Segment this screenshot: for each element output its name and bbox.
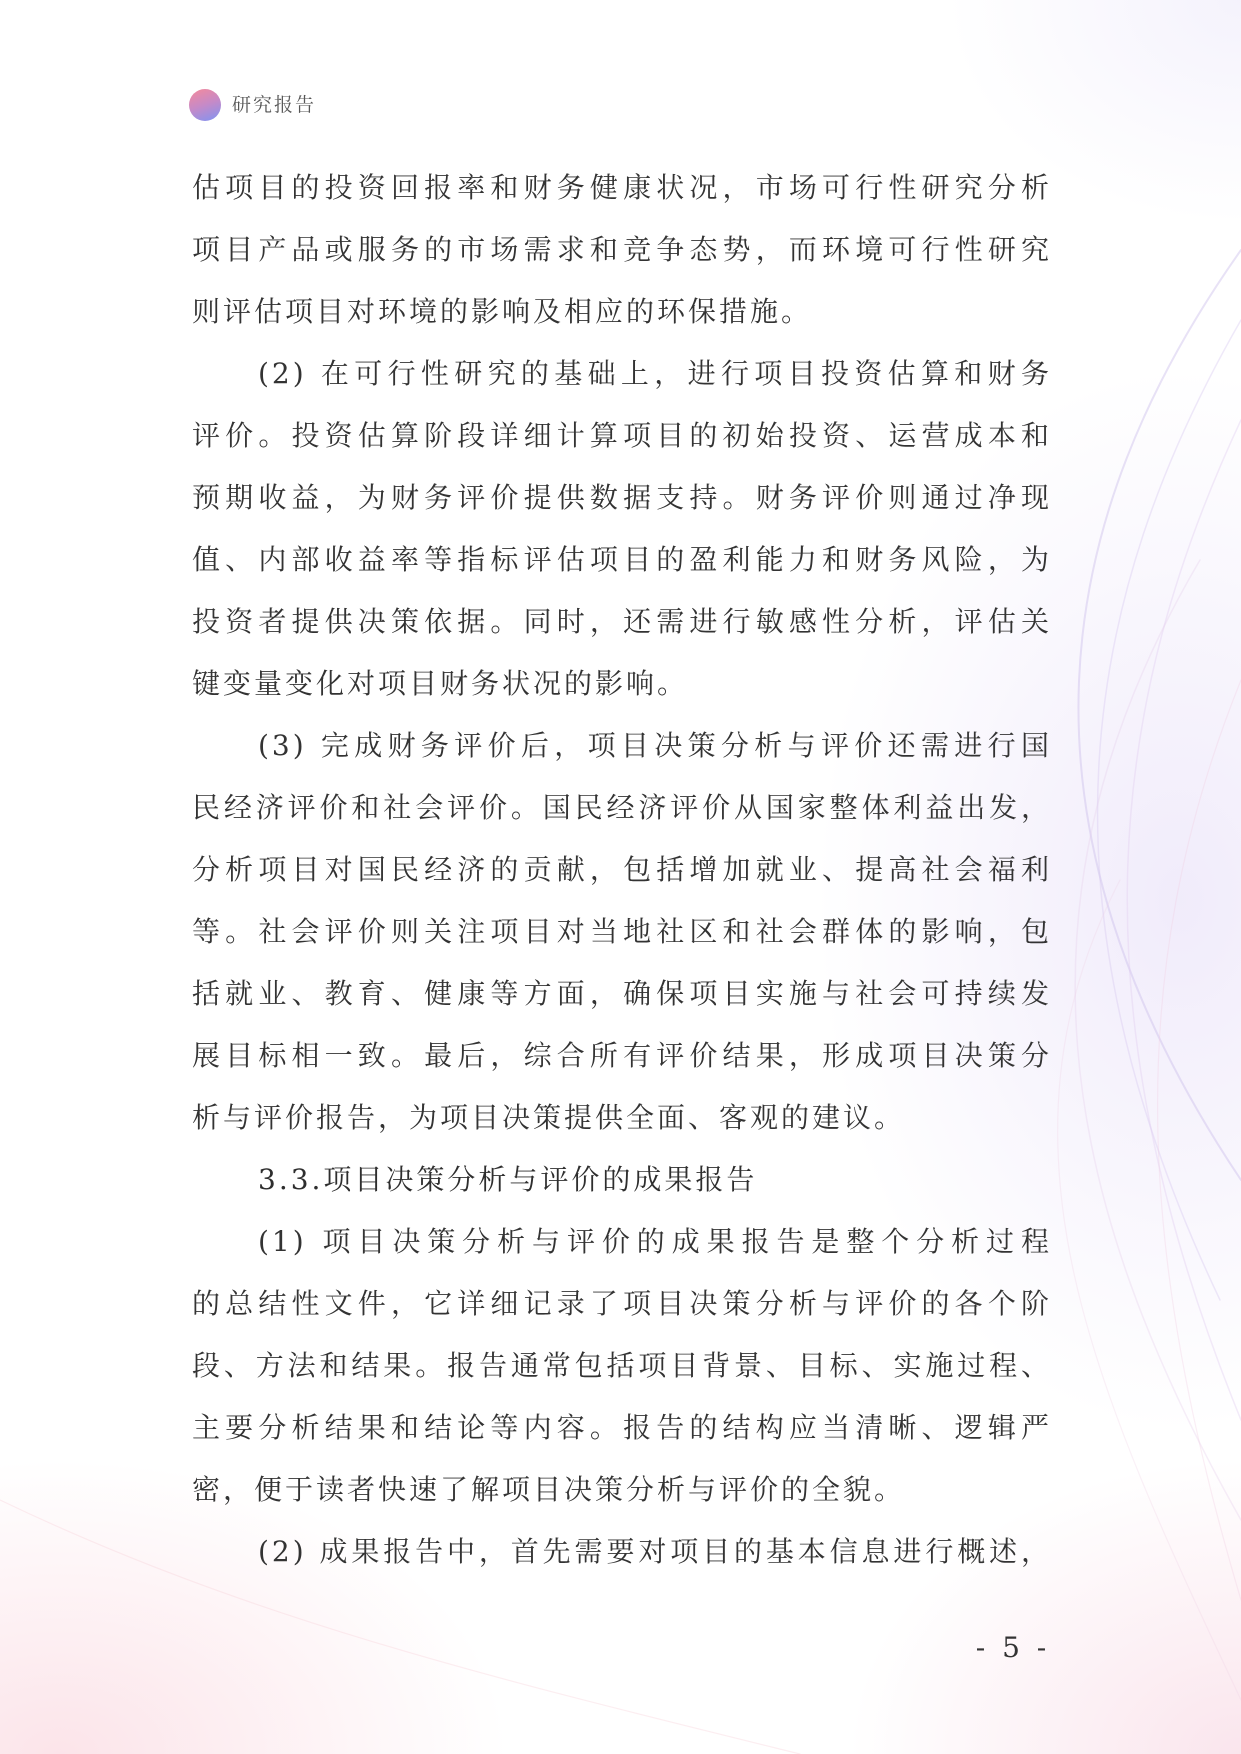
- paragraph: [192, 157, 1052, 343]
- header-title: 研究报告: [232, 94, 317, 116]
- text-line: 的总结性文件，它详细记录了项目决策分析与评价的各个阶: [192, 1287, 1052, 1320]
- paragraph: [192, 1211, 1052, 1521]
- text-line: 预期收益，为财务评价提供数据支持。财务评价则通过净现: [192, 481, 1052, 514]
- section-heading: 3.3.项目决策分析与评价的成果报告: [258, 1163, 758, 1196]
- text-line: 投资者提供决策依据。同时，还需进行敏感性分析，评估关: [192, 605, 1052, 638]
- text-line: 展目标相一致。最后，综合所有评价结果，形成项目决策分: [192, 1039, 1052, 1072]
- paragraph: [192, 715, 1052, 1149]
- gradient-circle-logo-icon: [189, 89, 221, 121]
- page-number: - 5 -: [975, 1631, 1051, 1664]
- text-line: 分析项目对国民经济的贡献，包括增加就业、提高社会福利: [192, 853, 1052, 886]
- text-line: 等。社会评价则关注项目对当地社区和社会群体的影响，包: [192, 915, 1052, 948]
- text-line: 段、方法和结果。报告通常包括项目背景、目标、实施过程、: [192, 1349, 1052, 1382]
- text-line: 括就业、教育、健康等方面，确保项目实施与社会可持续发: [192, 977, 1052, 1010]
- text-line: (2) 成果报告中，首先需要对项目的基本信息进行概述，: [258, 1535, 1052, 1568]
- paragraph: [192, 1521, 1052, 1583]
- text-line: 估项目的投资回报率和财务健康状况，市场可行性研究分析: [192, 171, 1052, 204]
- text-line: 键变量变化对项目财务状况的影响。: [192, 667, 689, 700]
- text-line: (1) 项目决策分析与评价的成果报告是整个分析过程: [258, 1225, 1052, 1258]
- text-line: 主要分析结果和结论等内容。报告的结构应当清晰、逻辑严: [192, 1411, 1052, 1444]
- text-line: 项目产品或服务的市场需求和竞争态势，而环境可行性研究: [192, 233, 1052, 266]
- text-line: 则评估项目对环境的影响及相应的环保措施。: [192, 295, 813, 328]
- text-line: (2) 在可行性研究的基础上，进行项目投资估算和财务: [258, 357, 1052, 390]
- text-line: 民经济评价和社会评价。国民经济评价从国家整体利益出发，: [192, 791, 1052, 824]
- text-line: 评价。投资估算阶段详细计算项目的初始投资、运营成本和: [192, 419, 1052, 452]
- text-line: (3) 完成财务评价后，项目决策分析与评价还需进行国: [258, 729, 1052, 762]
- text-line: 密，便于读者快速了解项目决策分析与评价的全貌。: [192, 1473, 906, 1506]
- text-line: 析与评价报告，为项目决策提供全面、客观的建议。: [192, 1101, 906, 1134]
- text-line: 值、内部收益率等指标评估项目的盈利能力和财务风险，为: [192, 543, 1052, 576]
- body-text: [192, 157, 1052, 1583]
- paragraph: [192, 343, 1052, 715]
